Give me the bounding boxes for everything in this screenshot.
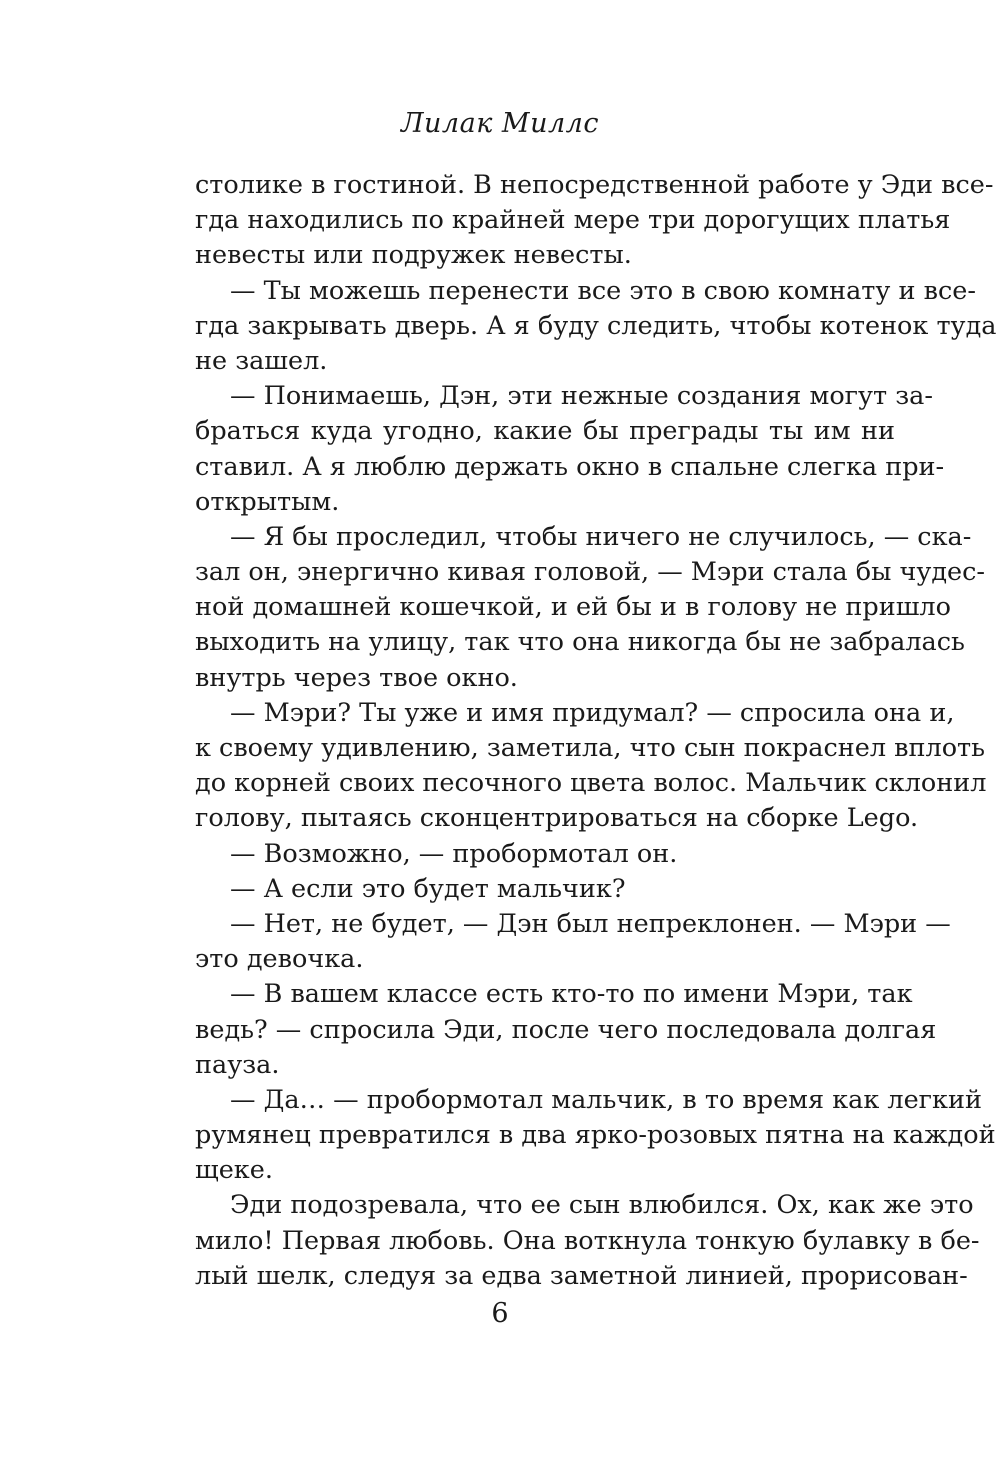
text-line: до корней своих песочного цвета волос. Мальчик склонил [195, 768, 987, 799]
text-line: — Я бы проследил, чтобы ничего не случилось, — ска- [230, 521, 972, 552]
page-number: 6 [491, 1298, 509, 1329]
text-line: — Да… — пробормотал мальчик, в то время как легкий [230, 1084, 982, 1115]
text-line: — Нет, не будет, — Дэн был непреклонен. — Мэри — [230, 908, 951, 939]
text-line: невесты или подружек невесты. [195, 240, 632, 271]
text-line: Эди подозревала, что ее сын влюбился. Ох, как же это [230, 1190, 974, 1221]
text-line: мило! Первая любовь. Она воткнула тонкую булавку в бе- [195, 1225, 980, 1256]
running-header: Лилак Миллс [401, 108, 599, 139]
text-line: лый шелк, следуя за едва заметной линией, прорисован- [195, 1260, 968, 1291]
text-line: открытым. [195, 486, 340, 517]
text-line: гда закрывать дверь. А я буду следить, чтобы котенок туда [195, 310, 997, 341]
text-line: — Понимаешь, Дэн, эти нежные создания могут за- [230, 381, 933, 412]
body-text [195, 168, 997, 1294]
text-line: браться куда угодно, какие бы преграды ты им ни [195, 416, 895, 447]
text-line: пауза. [195, 1049, 280, 1080]
text-line: гда находились по крайней мере три дорогущих платья [195, 205, 951, 236]
text-line: — Возможно, — пробормотал он. [230, 838, 678, 869]
text-line: зал он, энергично кивая головой, — Мэри стала бы чудес- [195, 557, 986, 588]
text-line: щеке. [195, 1155, 273, 1186]
text-line: — А если это будет мальчик? [230, 873, 626, 904]
text-line: это девочка. [195, 944, 364, 975]
text-line: столике в гостиной. В непосредственной работе у Эди все- [195, 170, 994, 200]
text-line: ставил. А я люблю держать окно в спальне слегка при- [195, 451, 945, 482]
text-line: голову, пытаясь сконцентрироваться на сборке Lego. [195, 803, 919, 834]
text-line: румянец превратился в два ярко-розовых пятна на каждой [195, 1120, 996, 1151]
text-line: выходить на улицу, так что она никогда бы не забралась [195, 627, 965, 658]
text-line: — Ты можешь перенести все это в свою комнату и все- [230, 275, 976, 306]
text-line: внутрь через твое окно. [195, 662, 518, 693]
text-line: ной домашней кошечкой, и ей бы и в голову не пришло [195, 592, 951, 623]
text-line: — В вашем классе есть кто-то по имени Мэри, так [230, 979, 913, 1010]
text-line: не зашел. [195, 345, 328, 376]
text-line: — Мэри? Ты уже и имя придумал? — спросила она и, [230, 697, 955, 728]
text-line: к своему удивлению, заметила, что сын покраснел вплоть [195, 733, 986, 763]
text-line: ведь? — спросила Эди, после чего последовала долгая [195, 1014, 937, 1045]
